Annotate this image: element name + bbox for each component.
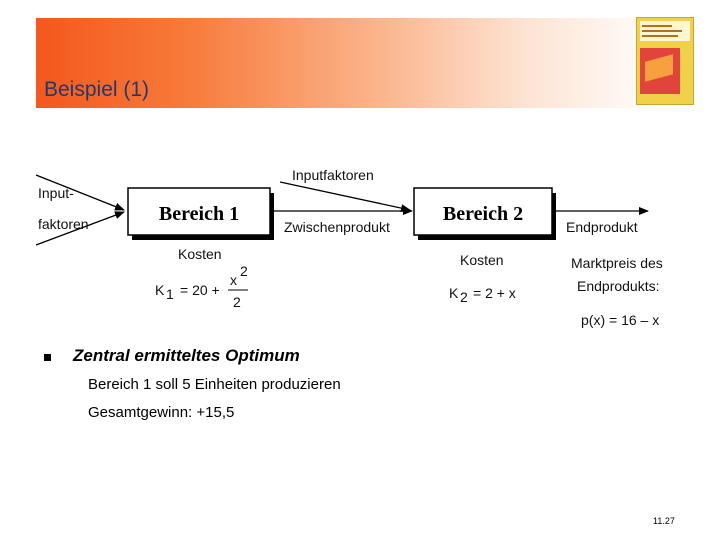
input-label-line2: faktoren: [38, 216, 89, 232]
costs1-numerator: x: [230, 272, 237, 288]
costs1-subscript: 1: [166, 286, 174, 302]
costs1-exponent: 2: [240, 263, 248, 279]
price-formula: p(x) = 16 – x: [581, 312, 660, 328]
intermediate-label: Zwischenprodukt: [284, 219, 390, 235]
square-bullet-icon: [44, 354, 51, 361]
slide-number: 11.27: [653, 516, 675, 526]
costs1-denominator: 2: [233, 294, 241, 310]
price-label-line2: Endprodukts:: [577, 278, 660, 294]
price-label-line1: Marktpreis des: [571, 255, 663, 271]
input-label-line1: Input-: [38, 185, 74, 201]
costs2-K: K: [449, 285, 459, 301]
final-label: Endprodukt: [566, 219, 638, 235]
input-arrow-box2: [280, 182, 410, 210]
result-line-2: Gesamtgewinn: +15,5: [88, 404, 235, 421]
costs1-K: K: [155, 282, 165, 298]
costs2-label: Kosten: [460, 252, 504, 268]
section-heading: Zentral ermitteltes Optimum: [73, 346, 300, 365]
costs1-label: Kosten: [178, 246, 222, 262]
bereich-1-label: Bereich 1: [158, 203, 240, 225]
bullet-heading-row: [44, 346, 300, 366]
top-input-label: Inputfaktoren: [292, 167, 374, 183]
result-line-1: Bereich 1 soll 5 Einheiten produzieren: [88, 376, 341, 393]
bereich-2-label: Bereich 2: [442, 203, 524, 225]
costs2-subscript: 2: [460, 289, 468, 305]
slide-title: Beispiel (1): [44, 78, 150, 101]
costs2-equation: = 2 + x: [473, 285, 516, 301]
costs1-equation: = 20 +: [180, 282, 220, 298]
